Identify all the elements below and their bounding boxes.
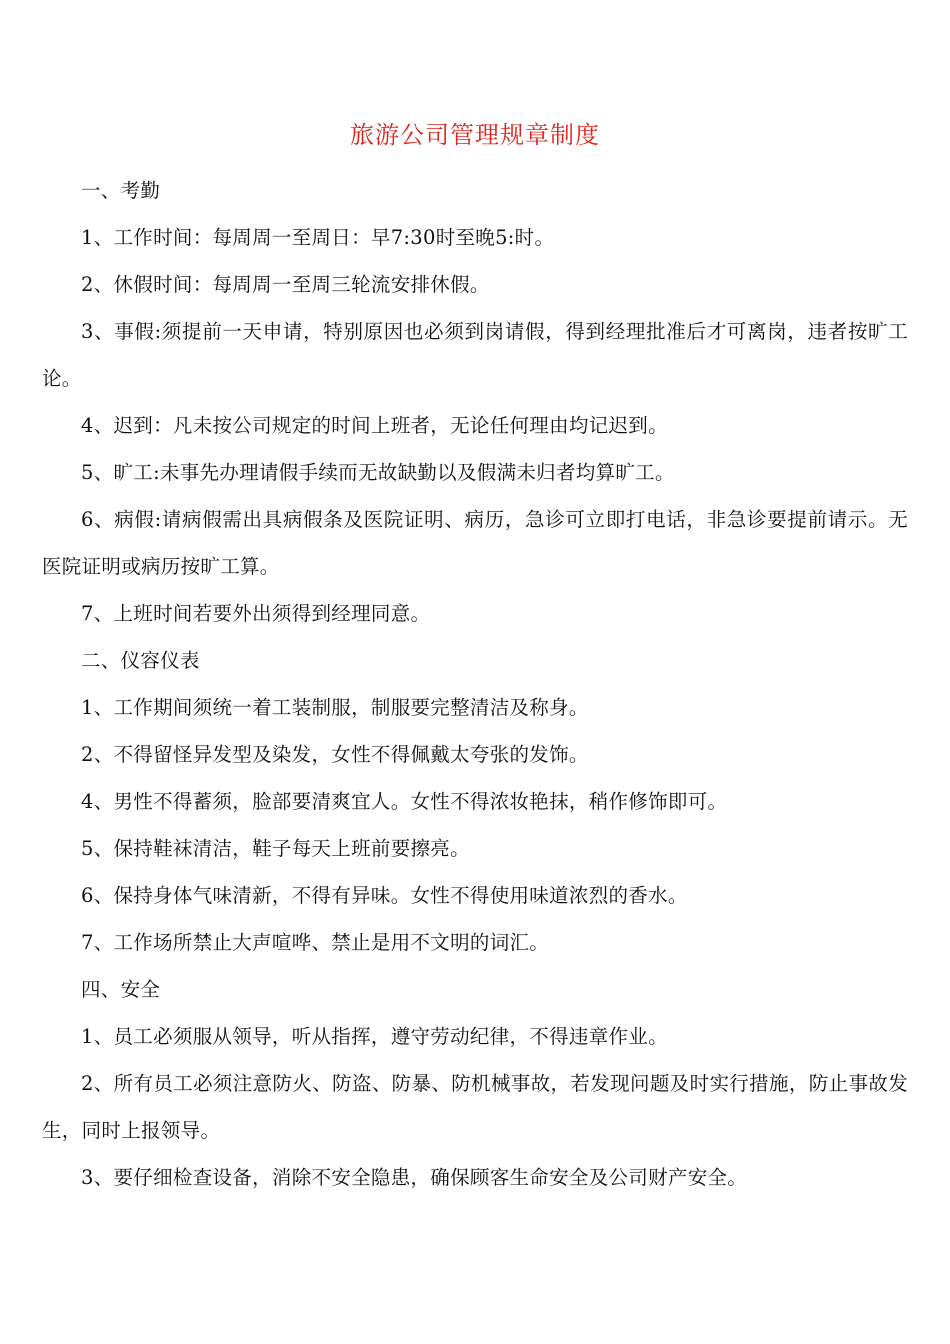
document-body xyxy=(42,167,908,1201)
rule-body-odor: 6、保持身体气味清新，不得有异味。女性不得使用味道浓烈的香水。 xyxy=(81,884,688,907)
rule-uniform: 1、工作期间须统一着工装制服，制服要完整清洁及称身。 xyxy=(81,696,589,719)
section-heading-safety: 四、安全 xyxy=(81,978,161,1001)
rule-equipment-check: 3、要仔细检查设备，消除不安全隐患，确保顾客生命安全及公司财产安全。 xyxy=(81,1166,748,1189)
rule-grooming: 4、男性不得蓄须，脸部要清爽宜人。女性不得浓妆艳抹，稍作修饰即可。 xyxy=(81,790,728,813)
rule-shoes: 5、保持鞋袜清洁，鞋子每天上班前要擦亮。 xyxy=(81,837,470,860)
rule-sick-leave: 6、病假:请病假需出具病假条及医院证明、病历，急诊可立即打电话，非急诊要提前请示。无医院证明或病历按旷工算。 xyxy=(42,508,908,578)
rule-lateness: 4、迟到：凡未按公司规定的时间上班者，无论任何理由均记迟到。 xyxy=(81,414,668,437)
rule-obey-leadership: 1、员工必须服从领导，听从指挥，遵守劳动纪律，不得违章作业。 xyxy=(81,1025,668,1048)
rule-absenteeism: 5、旷工:未事先办理请假手续而无故缺勤以及假满未归者均算旷工。 xyxy=(81,461,675,484)
rule-workplace-conduct: 7、工作场所禁止大声喧哗、禁止是用不文明的词汇。 xyxy=(81,931,550,954)
rule-hairstyle: 2、不得留怪异发型及染发，女性不得佩戴太夸张的发饰。 xyxy=(81,743,589,766)
rule-working-hours: 1、工作时间：每周周一至周日：早7:30时至晚5:时。 xyxy=(81,226,555,249)
document-title: 旅游公司管理规章制度 xyxy=(350,121,600,149)
rule-going-out: 7、上班时间若要外出须得到经理同意。 xyxy=(81,602,431,625)
rule-personal-leave: 3、事假:须提前一天申请，特别原因也必须到岗请假，得到经理批准后才可离岗，违者按旷工论。 xyxy=(42,320,908,390)
section-heading-appearance: 二、仪容仪表 xyxy=(81,649,200,672)
rule-accident-prevention: 2、所有员工必须注意防火、防盗、防暴、防机械事故，若发现问题及时实行措施，防止事故发生，同时上报领导。 xyxy=(42,1072,908,1142)
rule-rest-days: 2、休假时间：每周周一至周三轮流安排休假。 xyxy=(81,273,490,296)
section-heading-attendance: 一、考勤 xyxy=(81,179,161,202)
